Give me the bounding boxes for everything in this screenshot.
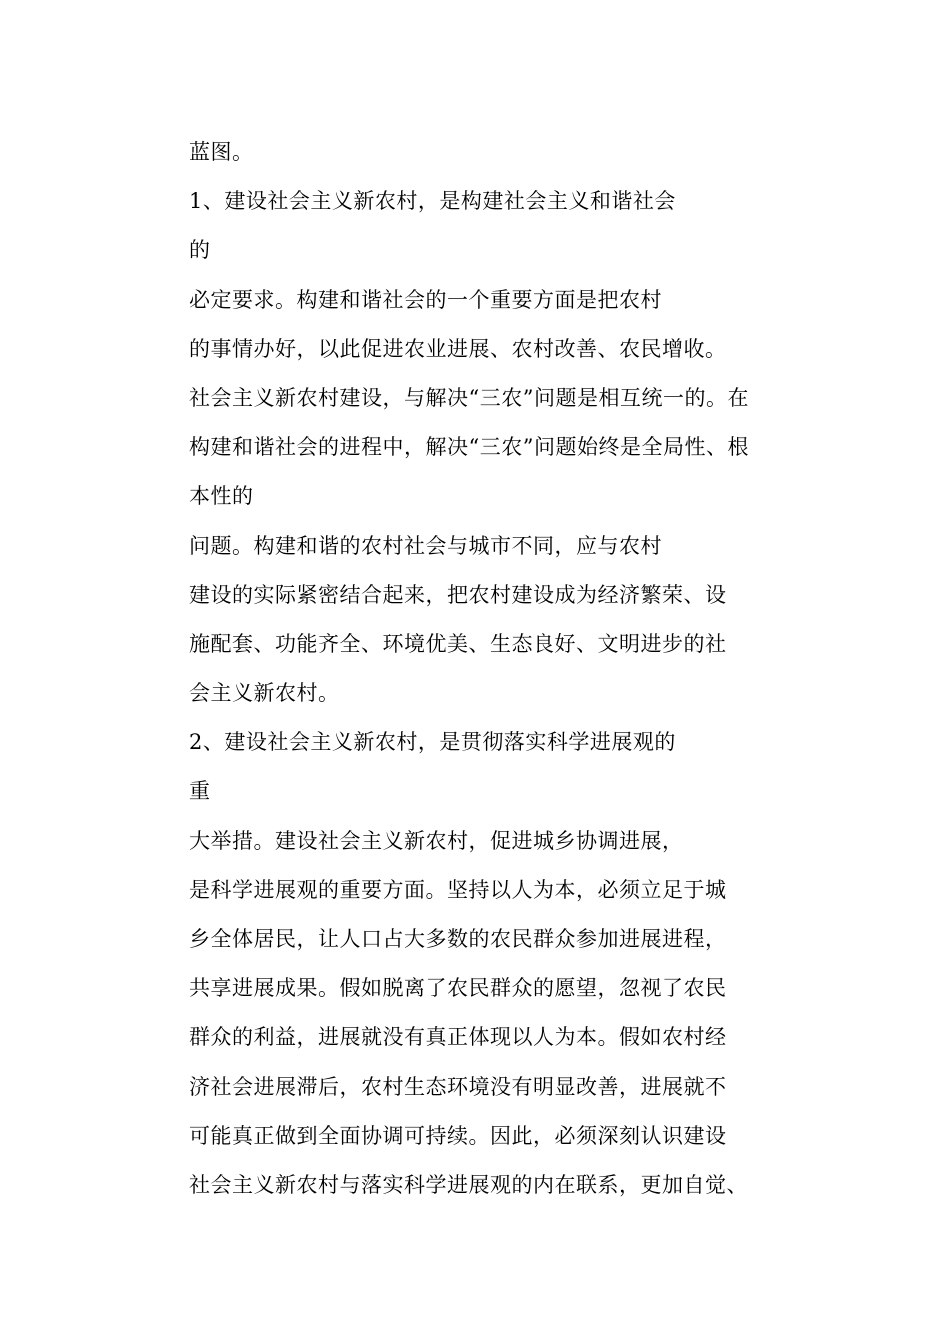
text-line: 社会主义新农村与落实科学进展观的内在联系，更加自觉、	[189, 1172, 748, 1197]
document-body	[189, 134, 829, 1216]
text-line: 乡全体居民，让人口占大多数的农民群众参加进展进程，	[189, 927, 727, 951]
text-line: 蓝图。	[189, 140, 254, 164]
text-line: 会主义新农村。	[189, 681, 340, 706]
text-line: 施配套、功能齐全、环境优美、生态良好、文明进步的社	[189, 631, 727, 656]
text-line: 大举措。建设社会主义新农村，促进城乡协调进展，	[189, 828, 684, 853]
text-line: 可能真正做到全面协调可持续。因此，必须深刻认识建设	[189, 1123, 727, 1148]
text-line: 构建和谐社会的进程中，解决“三农”问题始终是全局性、根	[189, 435, 749, 460]
text-line: 1、建设社会主义新农村，是构建社会主义和谐社会	[189, 189, 676, 214]
text-line: 建设的实际紧密结合起来，把农村建设成为经济繁荣、设	[189, 582, 727, 607]
text-line: 问题。构建和谐的农村社会与城市不同，应与农村	[189, 533, 662, 558]
text-line: 必定要求。构建和谐社会的一个重要方面是把农村	[189, 287, 662, 312]
text-line: 本性的	[189, 484, 254, 509]
text-line: 济社会进展滞后，农村生态环境没有明显改善，进展就不	[189, 1074, 727, 1099]
text-line: 共享进展成果。假如脱离了农民群众的愿望，忽视了农民	[189, 976, 727, 1001]
text-line: 的	[189, 238, 211, 263]
text-line: 社会主义新农村建设，与解决“三农”问题是相互统一的。在	[189, 385, 749, 410]
text-line: 重	[189, 779, 211, 804]
text-line: 群众的利益，进展就没有真正体现以人为本。假如农村经	[189, 1025, 727, 1050]
text-line: 2、建设社会主义新农村，是贯彻落实科学进展观的	[189, 730, 676, 755]
text-line: 是科学进展观的重要方面。坚持以人为本，必须立足于城	[189, 877, 727, 902]
text-line: 的事情办好，以此促进农业进展、农村改善、农民增收。	[189, 336, 727, 361]
